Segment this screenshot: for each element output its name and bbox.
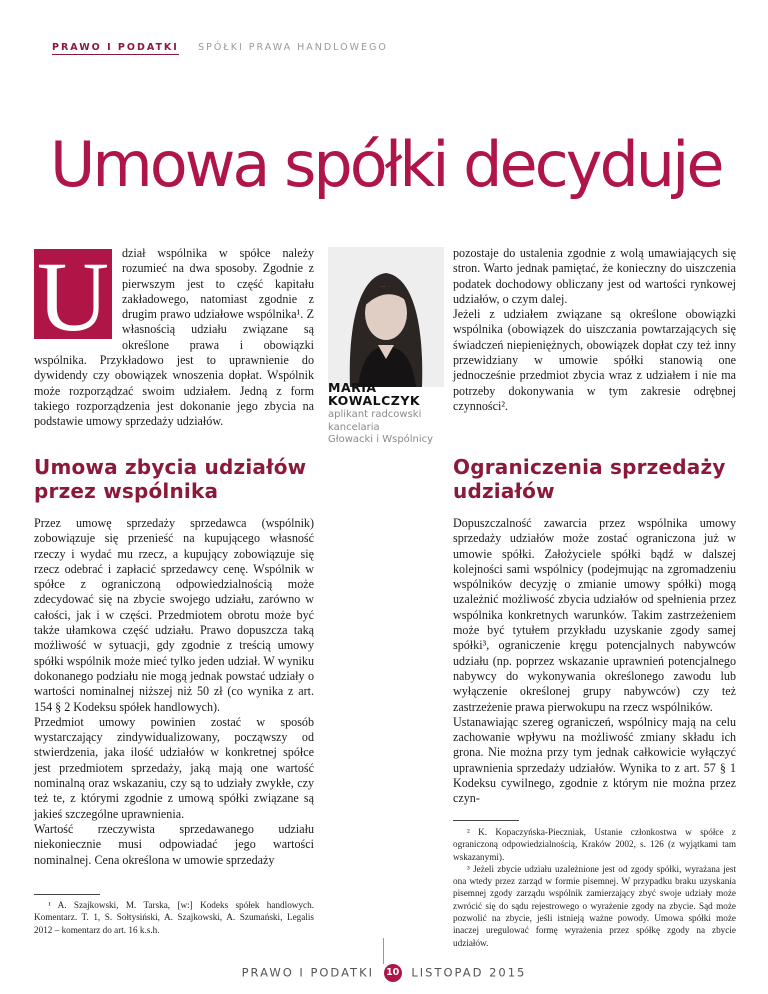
author-first-name: MARIA: [328, 380, 377, 395]
left-body-paragraph-1: Przez umowę sprzedaży sprzedawca (wspólnik) zobowiązuje się przenieść na kupującego własność rzeczy i wydać mu rzecz, a kupujący zobowiązuje się rzecz odebrać i zapłacić sprzedawcy cenę. Wspólnik w spółce z ograniczoną odpowiedzialnością może zdecydować się na zbycie swojego udziału, zarówno w całości, jak i w części. Przedmiotem obrotu może być także ułamkowa część udziału. Prawo dopuszcza taką możliwość w sytuacji, gdy zgodnie z treścią umowy spółki wspólnik może mieć tylko jeden udział. W wyniku dokonanego podziału nie mogą jednak powstać udziały o wartości nominalnej niższej niż 50 zł (co wynika z art. 154 § 2 Kodeksu spółek handlowych).: [34, 516, 314, 714]
page-number: 10: [384, 964, 402, 982]
heading-left: Umowa zbycia udziałów przez wspólnika: [34, 455, 307, 503]
footer-date: LISTOPAD 2015: [411, 965, 527, 980]
page-footer: [0, 964, 768, 982]
footnotes-left: [34, 899, 314, 936]
dropcap: [34, 241, 112, 352]
intro-paragraph: dział wspólnika w spółce należy rozumieć na dwa sposoby. Zgodnie z pierwszym jest to część kapitału zakładowego, natomiast zgodnie z drugim prawo udziałowe wspólnika¹. Z własnością udziału związane są określone prawa i obowiązki wspólnika. Przykładowo jest to uprawnienie do dywidendy czy obowiązek wnoszenia dopłat. Wspólnik może rozporządzać swoim udziałem. Jedną z form takiego rozporządzenia jest dokonanie jego zbycia na podstawie umowy sprzedaży udziałów.: [34, 246, 314, 429]
article-title: Umowa spółki decyduje: [50, 128, 722, 201]
footnotes-right: [453, 826, 736, 949]
footnote-1: ¹ A. Szajkowski, M. Tarska, [w:] Kodeks spółek handlowych. Komentarz. T. 1, S. Sołtysiński, A. Szajkowski, A. Szumański, Legalis 2012 – komentarz do art. 16 k.s.h.: [34, 900, 314, 935]
right-body-paragraph-1: Dopuszczalność zawarcia przez wspólnika umowy sprzedaży udziałów może zostać ograniczona już w umowie spółki. Założyciele spółki bądź w dalszej kolejności sami wspólnicy (podejmując na zgromadzeniu wspólników decyzję o zmianie umowy spółki) mogą uzależnić możliwość zbycia udziałów od spełnienia przez wspólnika konkretnych warunków. Takim zastrzeżeniem może być tytułem przykładu uzyskanie zgody samej spółki³, ograniczenie kręgu potencjalnych nabywców udziału (np. poprzez wskazanie uprawnień potencjalnego nabywcy do wykonywania określonego zawodu lub wyłączenie określonej grupy nabywców) czy też zastrzeżenie prawa pierwokupu na rzecz wspólników.: [453, 516, 736, 714]
intro-column: [34, 241, 314, 430]
author-photo: [328, 247, 444, 387]
author-firm-line1: kancelaria: [328, 421, 380, 433]
footer-divider: [383, 938, 384, 964]
left-body-paragraph-2: Przedmiot umowy powinien zostać w sposób wystarczający zindywidualizowany, począwszy od stwierdzenia, jaka ilość udziałów w konkretnej spółce jest przedmiotem sprzedaży, jaką mają one wartość nominalną oraz wskazaniu, czy są to udziały zwykłe, czy też te, z którymi zgodnie z umową spółki związane są jakieś szczególne uprawnienia.: [34, 714, 314, 821]
footnote-rule-right: [453, 820, 519, 821]
author-byline: [328, 381, 446, 447]
right-body-column: [453, 516, 736, 807]
author-firm-line2: Głowacki i Wspólnicy: [328, 434, 434, 445]
footer-section: PRAWO I PODATKI: [241, 965, 375, 980]
section-label: PRAWO I PODATKI: [52, 42, 179, 53]
subsection-label: SPÓŁKI PRAWA HANDLOWEGO: [198, 42, 388, 53]
right-top-column: [453, 246, 736, 414]
author-role: aplikant radcowski: [328, 409, 422, 420]
footnote-3: ³ Jeżeli zbycie udziału uzależnione jest od zgody spółki, wyrażana jest ona wtedy przez zarząd w formie pisemnej. W przypadku braku uzyskania pisemnej zgody zarządu wspólnik zamierzający zbyć swoje udziały może zwrócić się do sądu rejestrowego o wyrażenie zgody na zbycie. Sąd może pozwolić na zbycie, jeśli istnieją ważne powody. Umowa spółki może inaczej uregulować formę wyrażenia przez spółkę zgody na zbycie udziałów.: [453, 863, 736, 948]
author-last-name: KOWALCZYK: [328, 393, 421, 408]
right-top-paragraph: pozostaje do ustalenia zgodnie z wolą umawiających się stron. Warto jednak pamiętać, że konieczny do uiszczenia podatek dochodowy obliczany jest od wartości rynkowej udziałów, o czym dalej.: [453, 246, 736, 306]
dropcap-letter: U: [36, 241, 110, 352]
footnote-rule-left: [34, 894, 100, 895]
left-body-paragraph-3: Wartość rzeczywista sprzedawanego udziału niekoniecznie musi odpowiadać jego wartości nominalnej. Cena określona w umowie sprzedaży: [34, 821, 314, 867]
heading-right: Ograniczenia sprzedaży udziałów: [453, 455, 726, 503]
footnote-2: ² K. Kopaczyńska-Pieczniak, Ustanie członkostwa w spółce z ograniczoną odpowiedzialnością, Kraków 2002, s. 126 (z wyjątkami tam wskazanymi).: [453, 827, 736, 862]
running-header: [52, 42, 388, 53]
right-top-paragraph-2: Jeżeli z udziałem związane są określone obowiązki wspólnika (obowiązek do uiszczania powtarzających się świadczeń niepieniężnych, obowiązek dopłat czy też inny przewidziany w umowie spółki stanowią one jednocześnie przedmiot zbycia wraz z udziałem i nie ma potrzeby dokonywania w tym zakresie odrębnej czynności².: [453, 307, 736, 413]
left-body-column: [34, 516, 314, 868]
right-body-paragraph-2: Ustanawiając szereg ograniczeń, wspólnicy mają na celu zachowanie wpływu na możliwość zmiany składu ich grona. Nie można przy tym jednak całkowicie wyłączyć uprawnienia sprzedaży udziałów. Wynika to z art. 57 § 1 Kodeksu cywilnego, zgodnie z którym nie można przez czyn-: [453, 714, 736, 806]
